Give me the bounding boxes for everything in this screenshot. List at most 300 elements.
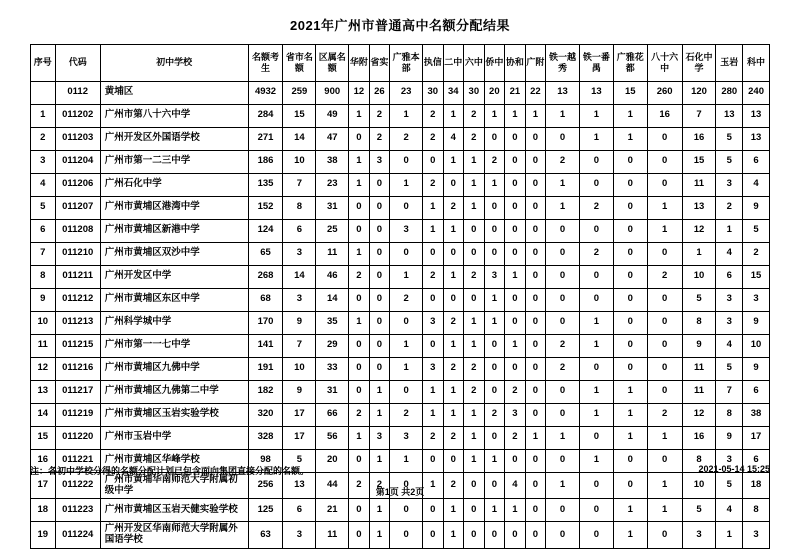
cell-bashiliu: 0 — [647, 242, 682, 265]
cell-school-name: 广州市第八十六中学 — [100, 104, 248, 127]
cell-liuzhong: 1 — [464, 196, 485, 219]
cell-candidates: 65 — [248, 242, 283, 265]
cell-shihua: 11 — [682, 357, 716, 380]
cell-guangfu: 0 — [525, 311, 546, 334]
col-header-tieyi-panyu: 铁一番禺 — [579, 44, 613, 81]
col-header-candidates: 名额考生 — [248, 44, 283, 81]
cell-qiaozhong: 2 — [484, 403, 505, 426]
cell-district: 49 — [316, 104, 349, 127]
cell-huafu: 2 — [349, 265, 370, 288]
cell-guangya_ben: 0 — [390, 311, 423, 334]
cell-qiaozhong: 0 — [484, 219, 505, 242]
cell-shihua: 120 — [682, 81, 716, 104]
cell-liuzhong: 0 — [464, 522, 485, 549]
cell-huafu: 0 — [349, 380, 370, 403]
cell-district: 11 — [316, 522, 349, 549]
cell-liuzhong: 0 — [464, 288, 485, 311]
cell-code: 011213 — [55, 311, 100, 334]
cell-bashiliu: 0 — [647, 380, 682, 403]
cell-tieyi_yuexiu: 1 — [546, 196, 580, 219]
cell-xiehe: 0 — [505, 242, 526, 265]
cell-tieyi_panyu: 1 — [579, 334, 613, 357]
cell-index: 9 — [31, 288, 56, 311]
cell-yuyan: 4 — [716, 334, 743, 357]
cell-prov_city: 6 — [283, 499, 316, 522]
cell-prov_city: 6 — [283, 219, 316, 242]
cell-liuzhong: 0 — [464, 499, 485, 522]
cell-kezhong: 17 — [743, 426, 770, 449]
cell-tieyi_panyu: 13 — [579, 81, 613, 104]
page-number: 第1页 共2页 — [375, 487, 425, 497]
cell-guangya_huadu: 0 — [613, 472, 647, 499]
cell-xiehe: 21 — [505, 81, 526, 104]
cell-tieyi_panyu: 2 — [579, 242, 613, 265]
cell-index: 2 — [31, 127, 56, 150]
cell-school-name: 广州市第一二三中学 — [100, 150, 248, 173]
cell-code: 011212 — [55, 288, 100, 311]
col-header-guangya-huadu: 广雅花都 — [613, 44, 647, 81]
cell-candidates: 268 — [248, 265, 283, 288]
cell-huafu: 1 — [349, 426, 370, 449]
cell-liuzhong: 0 — [464, 242, 485, 265]
cell-xiehe: 0 — [505, 311, 526, 334]
cell-index: 3 — [31, 150, 56, 173]
cell-shihua: 7 — [682, 104, 716, 127]
cell-shengshi: 0 — [369, 288, 390, 311]
cell-bashiliu: 2 — [647, 403, 682, 426]
cell-prov_city: 3 — [283, 242, 316, 265]
cell-erzhong: 1 — [443, 150, 464, 173]
cell-qiaozhong: 0 — [484, 357, 505, 380]
cell-huafu: 0 — [349, 449, 370, 472]
cell-kezhong: 8 — [743, 499, 770, 522]
col-header-shengshi: 省实 — [369, 44, 390, 81]
cell-school-name: 广州市玉岩中学 — [100, 426, 248, 449]
cell-district: 23 — [316, 173, 349, 196]
cell-shengshi: 1 — [369, 499, 390, 522]
cell-guangya_ben: 1 — [390, 449, 423, 472]
cell-tieyi_yuexiu: 0 — [546, 522, 580, 549]
cell-shihua: 16 — [682, 127, 716, 150]
cell-index: 13 — [31, 380, 56, 403]
cell-liuzhong: 1 — [464, 426, 485, 449]
cell-school-name: 广州科学城中学 — [100, 311, 248, 334]
cell-yuyan: 4 — [716, 242, 743, 265]
cell-tieyi_panyu: 0 — [579, 426, 613, 449]
cell-guangya_ben: 0 — [390, 150, 423, 173]
cell-guangya_ben: 0 — [390, 499, 423, 522]
cell-yuyan: 3 — [716, 311, 743, 334]
cell-guangfu: 1 — [525, 426, 546, 449]
cell-xiehe: 4 — [505, 472, 526, 499]
cell-guangfu: 0 — [525, 334, 546, 357]
cell-huafu: 0 — [349, 357, 370, 380]
cell-candidates: 63 — [248, 522, 283, 549]
cell-xiehe: 1 — [505, 104, 526, 127]
cell-school-name: 广州开发区外国语学校 — [100, 127, 248, 150]
cell-tieyi_yuexiu: 13 — [546, 81, 580, 104]
cell-tieyi_yuexiu: 0 — [546, 219, 580, 242]
cell-school-name: 广州开发区中学 — [100, 265, 248, 288]
cell-erzhong: 2 — [443, 472, 464, 499]
cell-bashiliu: 1 — [647, 219, 682, 242]
cell-prov_city: 9 — [283, 380, 316, 403]
cell-guangya_huadu: 0 — [613, 196, 647, 219]
cell-school-name: 广州市黄埔区华峰学校 — [100, 449, 248, 472]
cell-huafu: 0 — [349, 196, 370, 219]
cell-school-name: 广州市黄埔区玉岩天健实验学校 — [100, 499, 248, 522]
cell-district: 47 — [316, 127, 349, 150]
cell-tieyi_yuexiu: 0 — [546, 288, 580, 311]
cell-tieyi_yuexiu: 0 — [546, 380, 580, 403]
cell-liuzhong: 1 — [464, 334, 485, 357]
cell-kezhong: 6 — [743, 150, 770, 173]
cell-district: 31 — [316, 196, 349, 219]
cell-candidates: 328 — [248, 426, 283, 449]
cell-xiehe: 3 — [505, 403, 526, 426]
cell-candidates: 256 — [248, 472, 283, 499]
cell-bashiliu: 0 — [647, 311, 682, 334]
cell-bashiliu: 0 — [647, 449, 682, 472]
cell-guangya_huadu: 0 — [613, 357, 647, 380]
cell-liuzhong: 2 — [464, 380, 485, 403]
cell-code: 0112 — [55, 81, 100, 104]
cell-huafu: 1 — [349, 150, 370, 173]
cell-shihua: 12 — [682, 219, 716, 242]
cell-shihua: 12 — [682, 403, 716, 426]
cell-district: 25 — [316, 219, 349, 242]
cell-yuyan: 5 — [716, 472, 743, 499]
cell-prov_city: 15 — [283, 104, 316, 127]
cell-guangya_ben: 1 — [390, 357, 423, 380]
cell-zhixin: 2 — [423, 127, 444, 150]
cell-erzhong: 0 — [443, 242, 464, 265]
cell-liuzhong: 0 — [464, 472, 485, 499]
cell-tieyi_panyu: 1 — [579, 104, 613, 127]
cell-index: 14 — [31, 403, 56, 426]
table-row — [31, 219, 770, 242]
cell-bashiliu: 1 — [647, 196, 682, 219]
cell-guangya_ben: 2 — [390, 403, 423, 426]
cell-index: 12 — [31, 357, 56, 380]
cell-zhixin: 30 — [423, 81, 444, 104]
cell-index: 1 — [31, 104, 56, 127]
cell-guangfu: 0 — [525, 265, 546, 288]
cell-guangya_huadu: 0 — [613, 334, 647, 357]
cell-candidates: 125 — [248, 499, 283, 522]
cell-qiaozhong: 0 — [484, 334, 505, 357]
cell-kezhong: 4 — [743, 173, 770, 196]
cell-yuyan: 280 — [716, 81, 743, 104]
cell-tieyi_panyu: 0 — [579, 472, 613, 499]
table-row — [31, 288, 770, 311]
cell-qiaozhong: 1 — [484, 288, 505, 311]
cell-bashiliu: 1 — [647, 472, 682, 499]
cell-huafu: 0 — [349, 334, 370, 357]
cell-guangfu: 0 — [525, 380, 546, 403]
cell-guangya_huadu: 0 — [613, 150, 647, 173]
cell-erzhong: 4 — [443, 127, 464, 150]
cell-huafu: 0 — [349, 499, 370, 522]
col-header-prov-city: 省市名额 — [283, 44, 316, 81]
cell-shengshi: 3 — [369, 426, 390, 449]
cell-index: 16 — [31, 449, 56, 472]
cell-xiehe: 0 — [505, 357, 526, 380]
cell-index: 5 — [31, 196, 56, 219]
cell-kezhong: 5 — [743, 219, 770, 242]
table-row — [31, 242, 770, 265]
cell-xiehe: 2 — [505, 426, 526, 449]
cell-school-name: 黄埔区 — [100, 81, 248, 104]
cell-district: 44 — [316, 472, 349, 499]
cell-guangya_huadu: 1 — [613, 104, 647, 127]
cell-kezhong: 9 — [743, 196, 770, 219]
cell-erzhong: 1 — [443, 265, 464, 288]
cell-code: 011221 — [55, 449, 100, 472]
table-row — [31, 150, 770, 173]
cell-zhixin: 0 — [423, 334, 444, 357]
cell-guangya_ben: 23 — [390, 81, 423, 104]
cell-xiehe: 0 — [505, 288, 526, 311]
cell-yuyan: 3 — [716, 449, 743, 472]
cell-yuyan: 1 — [716, 522, 743, 549]
cell-qiaozhong: 1 — [484, 104, 505, 127]
cell-index: 17 — [31, 472, 56, 499]
cell-shengshi: 0 — [369, 173, 390, 196]
table-row — [31, 265, 770, 288]
cell-xiehe: 2 — [505, 380, 526, 403]
cell-tieyi_panyu: 0 — [579, 357, 613, 380]
cell-candidates: 284 — [248, 104, 283, 127]
table-header — [31, 44, 770, 81]
cell-zhixin: 0 — [423, 499, 444, 522]
cell-school-name: 广州市黄埔区双沙中学 — [100, 242, 248, 265]
cell-index: 6 — [31, 219, 56, 242]
cell-zhixin: 1 — [423, 403, 444, 426]
cell-yuyan: 5 — [716, 150, 743, 173]
cell-qiaozhong: 0 — [484, 522, 505, 549]
cell-bashiliu: 16 — [647, 104, 682, 127]
cell-qiaozhong: 0 — [484, 426, 505, 449]
cell-code: 011202 — [55, 104, 100, 127]
cell-district: 35 — [316, 311, 349, 334]
cell-shihua: 1 — [682, 242, 716, 265]
cell-kezhong: 10 — [743, 334, 770, 357]
cell-candidates: 68 — [248, 288, 283, 311]
cell-tieyi_yuexiu: 2 — [546, 334, 580, 357]
cell-bashiliu: 260 — [647, 81, 682, 104]
note-row — [30, 458, 770, 477]
table-row — [31, 334, 770, 357]
cell-erzhong: 2 — [443, 426, 464, 449]
cell-zhixin: 2 — [423, 265, 444, 288]
cell-candidates: 98 — [248, 449, 283, 472]
cell-guangya_ben: 1 — [390, 104, 423, 127]
cell-prov_city: 14 — [283, 127, 316, 150]
cell-tieyi_panyu: 0 — [579, 173, 613, 196]
cell-huafu: 1 — [349, 173, 370, 196]
cell-bashiliu: 0 — [647, 522, 682, 549]
cell-guangya_huadu: 0 — [613, 173, 647, 196]
cell-code: 011204 — [55, 150, 100, 173]
cell-school-name: 广州市黄埔区九佛第二中学 — [100, 380, 248, 403]
cell-prov_city: 13 — [283, 472, 316, 499]
cell-bashiliu: 2 — [647, 265, 682, 288]
header-row — [31, 44, 770, 81]
cell-code: 011223 — [55, 499, 100, 522]
cell-guangya_ben: 0 — [390, 242, 423, 265]
cell-bashiliu: 0 — [647, 173, 682, 196]
cell-huafu: 1 — [349, 242, 370, 265]
cell-erzhong: 2 — [443, 196, 464, 219]
cell-guangya_ben: 1 — [390, 334, 423, 357]
cell-tieyi_yuexiu: 0 — [546, 499, 580, 522]
cell-tieyi_yuexiu: 0 — [546, 265, 580, 288]
cell-tieyi_panyu: 0 — [579, 265, 613, 288]
cell-index: 15 — [31, 426, 56, 449]
cell-yuyan: 6 — [716, 265, 743, 288]
cell-guangfu: 0 — [525, 242, 546, 265]
cell-candidates: 191 — [248, 357, 283, 380]
cell-tieyi_panyu: 1 — [579, 127, 613, 150]
cell-school-name: 广州市黄埔区东区中学 — [100, 288, 248, 311]
cell-zhixin: 1 — [423, 380, 444, 403]
cell-guangfu: 0 — [525, 173, 546, 196]
cell-erzhong: 1 — [443, 403, 464, 426]
cell-candidates: 124 — [248, 219, 283, 242]
cell-zhixin: 0 — [423, 150, 444, 173]
table-row — [31, 173, 770, 196]
cell-code: 011216 — [55, 357, 100, 380]
cell-qiaozhong: 0 — [484, 127, 505, 150]
cell-huafu: 0 — [349, 522, 370, 549]
cell-zhixin: 2 — [423, 104, 444, 127]
cell-kezhong: 15 — [743, 265, 770, 288]
cell-liuzhong: 1 — [464, 311, 485, 334]
footnote: 注：各初中学校分得的名额分配计划已包含面向集团直接分配的名额。 — [30, 466, 310, 476]
cell-bashiliu: 0 — [647, 288, 682, 311]
cell-code: 011206 — [55, 173, 100, 196]
cell-guangfu: 1 — [525, 104, 546, 127]
cell-kezhong: 38 — [743, 403, 770, 426]
cell-code: 011203 — [55, 127, 100, 150]
cell-xiehe: 1 — [505, 334, 526, 357]
cell-erzhong: 2 — [443, 357, 464, 380]
cell-code: 011220 — [55, 426, 100, 449]
cell-qiaozhong: 1 — [484, 449, 505, 472]
cell-shihua: 5 — [682, 288, 716, 311]
cell-erzhong: 1 — [443, 219, 464, 242]
cell-shihua: 8 — [682, 311, 716, 334]
cell-guangya_huadu: 0 — [613, 311, 647, 334]
cell-code: 011210 — [55, 242, 100, 265]
cell-liuzhong: 1 — [464, 449, 485, 472]
cell-prov_city: 3 — [283, 522, 316, 549]
cell-yuyan: 4 — [716, 499, 743, 522]
cell-tieyi_panyu: 0 — [579, 219, 613, 242]
cell-bashiliu: 0 — [647, 150, 682, 173]
cell-guangfu: 0 — [525, 522, 546, 549]
cell-tieyi_panyu: 1 — [579, 449, 613, 472]
cell-school-name: 广州石化中学 — [100, 173, 248, 196]
cell-tieyi_panyu: 0 — [579, 288, 613, 311]
cell-district: 21 — [316, 499, 349, 522]
cell-xiehe: 0 — [505, 173, 526, 196]
cell-district: 33 — [316, 357, 349, 380]
cell-erzhong: 1 — [443, 522, 464, 549]
cell-index — [31, 81, 56, 104]
cell-tieyi_panyu: 1 — [579, 403, 613, 426]
cell-kezhong: 13 — [743, 104, 770, 127]
cell-tieyi_yuexiu: 0 — [546, 403, 580, 426]
cell-yuyan: 1 — [716, 219, 743, 242]
cell-yuyan: 5 — [716, 357, 743, 380]
cell-tieyi_panyu: 1 — [579, 311, 613, 334]
cell-zhixin: 3 — [423, 357, 444, 380]
cell-shihua: 16 — [682, 426, 716, 449]
page-title: 2021年广州市普通高中名额分配结果 — [290, 18, 510, 33]
cell-shengshi: 1 — [369, 522, 390, 549]
cell-shengshi: 0 — [369, 265, 390, 288]
cell-school-name: 广州开发区华南师范大学附属外国语学校 — [100, 522, 248, 549]
cell-qiaozhong: 3 — [484, 265, 505, 288]
cell-shengshi: 0 — [369, 334, 390, 357]
col-header-tieyi-yuexiu: 铁一越秀 — [546, 44, 580, 81]
cell-code: 011211 — [55, 265, 100, 288]
cell-district: 56 — [316, 426, 349, 449]
col-header-district: 区属名额 — [316, 44, 349, 81]
cell-prov_city: 10 — [283, 357, 316, 380]
col-header-xiehe: 协和 — [505, 44, 526, 81]
cell-candidates: 271 — [248, 127, 283, 150]
cell-code: 011222 — [55, 472, 100, 499]
cell-candidates: 186 — [248, 150, 283, 173]
cell-liuzhong: 2 — [464, 127, 485, 150]
cell-candidates: 170 — [248, 311, 283, 334]
cell-shengshi: 0 — [369, 242, 390, 265]
cell-huafu: 2 — [349, 403, 370, 426]
cell-xiehe: 0 — [505, 150, 526, 173]
cell-guangya_ben: 0 — [390, 522, 423, 549]
cell-shengshi: 2 — [369, 472, 390, 499]
cell-qiaozhong: 1 — [484, 499, 505, 522]
cell-candidates: 135 — [248, 173, 283, 196]
cell-code: 011217 — [55, 380, 100, 403]
cell-candidates: 141 — [248, 334, 283, 357]
cell-guangfu: 0 — [525, 288, 546, 311]
cell-guangya_huadu: 1 — [613, 522, 647, 549]
cell-shengshi: 2 — [369, 127, 390, 150]
cell-huafu: 1 — [349, 311, 370, 334]
cell-tieyi_panyu: 0 — [579, 150, 613, 173]
col-header-school: 初中学校 — [100, 44, 248, 81]
cell-zhixin: 0 — [423, 449, 444, 472]
cell-huafu: 2 — [349, 472, 370, 499]
cell-shihua: 8 — [682, 449, 716, 472]
col-header-erzhong: 二中 — [443, 44, 464, 81]
cell-prov_city: 5 — [283, 449, 316, 472]
cell-tieyi_yuexiu: 0 — [546, 311, 580, 334]
cell-guangya_ben: 2 — [390, 288, 423, 311]
cell-guangya_huadu: 0 — [613, 265, 647, 288]
cell-huafu: 0 — [349, 219, 370, 242]
cell-huafu: 12 — [349, 81, 370, 104]
cell-liuzhong: 2 — [464, 104, 485, 127]
cell-yuyan: 2 — [716, 196, 743, 219]
cell-qiaozhong: 20 — [484, 81, 505, 104]
cell-erzhong: 0 — [443, 173, 464, 196]
cell-liuzhong: 1 — [464, 173, 485, 196]
